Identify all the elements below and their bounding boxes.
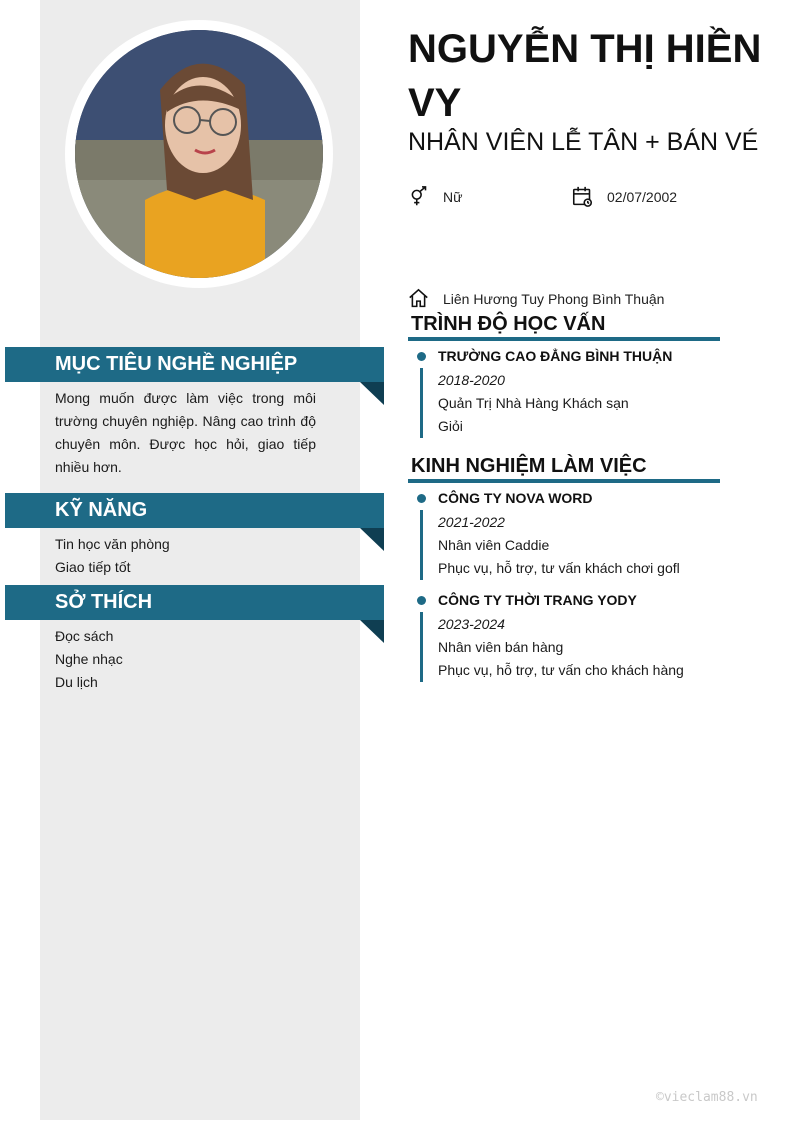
hobby-item: Đọc sách (55, 628, 114, 644)
experience-company: CÔNG TY THỜI TRANG YODY (438, 592, 637, 608)
education-school: TRƯỜNG CAO ĐẲNG BÌNH THUẬN (438, 348, 673, 364)
birthdate-value: 02/07/2002 (607, 188, 678, 205)
watermark: ©vieclam88.vn (656, 1090, 758, 1105)
timeline-line (420, 368, 423, 438)
objective-header: MỤC TIÊU NGHỀ NGHIỆP (5, 347, 384, 382)
experience-position: Nhân viên bán hàng (438, 639, 564, 655)
experience-description: Phục vụ, hỗ trợ, tư vấn khách chơi gofl (438, 560, 680, 576)
skill-item: Tin học văn phòng (55, 536, 170, 552)
hobbies-list (55, 625, 123, 694)
timeline-line (420, 510, 423, 580)
birthdate-info (572, 186, 677, 207)
education-period: 2018-2020 (438, 372, 505, 388)
timeline-line (420, 612, 423, 682)
skills-header: KỸ NĂNG (5, 493, 384, 528)
experience-company: CÔNG TY NOVA WORD (438, 490, 593, 506)
experience-position: Nhân viên Caddie (438, 537, 550, 553)
job-title: NHÂN VIÊN LỄ TÂN + BÁN VÉ (408, 128, 759, 156)
objective-text: Mong muốn được làm việc trong môi trường chuyên nghiệp. Nâng cao trình độ chuyên môn. Được học hỏi, giao tiếp nhiều hơn. (55, 390, 316, 475)
avatar (75, 30, 323, 278)
skills-header-fold (360, 528, 384, 551)
address-info (408, 288, 664, 309)
hobby-item: Du lịch (55, 674, 98, 690)
education-header: TRÌNH ĐỘ HỌC VẤN (408, 311, 720, 341)
experience-header: KINH NGHIỆM LÀM VIỆC (408, 453, 720, 483)
hobbies-header-fold (360, 620, 384, 643)
timeline-dot (417, 494, 426, 503)
gender-info (408, 186, 462, 207)
objective-header-fold (360, 382, 384, 405)
full-name: NGUYỄN THỊ HIỀN VY (408, 27, 762, 125)
skills-list (55, 533, 170, 579)
gender-icon (408, 186, 429, 207)
gender-value: Nữ (443, 188, 463, 205)
calendar-icon (572, 186, 593, 207)
education-grade: Giỏi (438, 418, 463, 434)
experience-period: 2023-2024 (438, 616, 505, 632)
experience-period: 2021-2022 (438, 514, 505, 530)
hobby-item: Nghe nhạc (55, 651, 123, 667)
experience-description: Phục vụ, hỗ trợ, tư vấn cho khách hàng (438, 662, 684, 678)
skill-item: Giao tiếp tốt (55, 559, 131, 575)
hobbies-header: SỞ THÍCH (5, 585, 384, 620)
address-value: Liên Hương Tuy Phong Bình Thuận (443, 290, 665, 307)
home-icon (408, 288, 429, 309)
timeline-dot (417, 352, 426, 361)
timeline-dot (417, 596, 426, 605)
education-major: Quản Trị Nhà Hàng Khách sạn (438, 395, 629, 411)
